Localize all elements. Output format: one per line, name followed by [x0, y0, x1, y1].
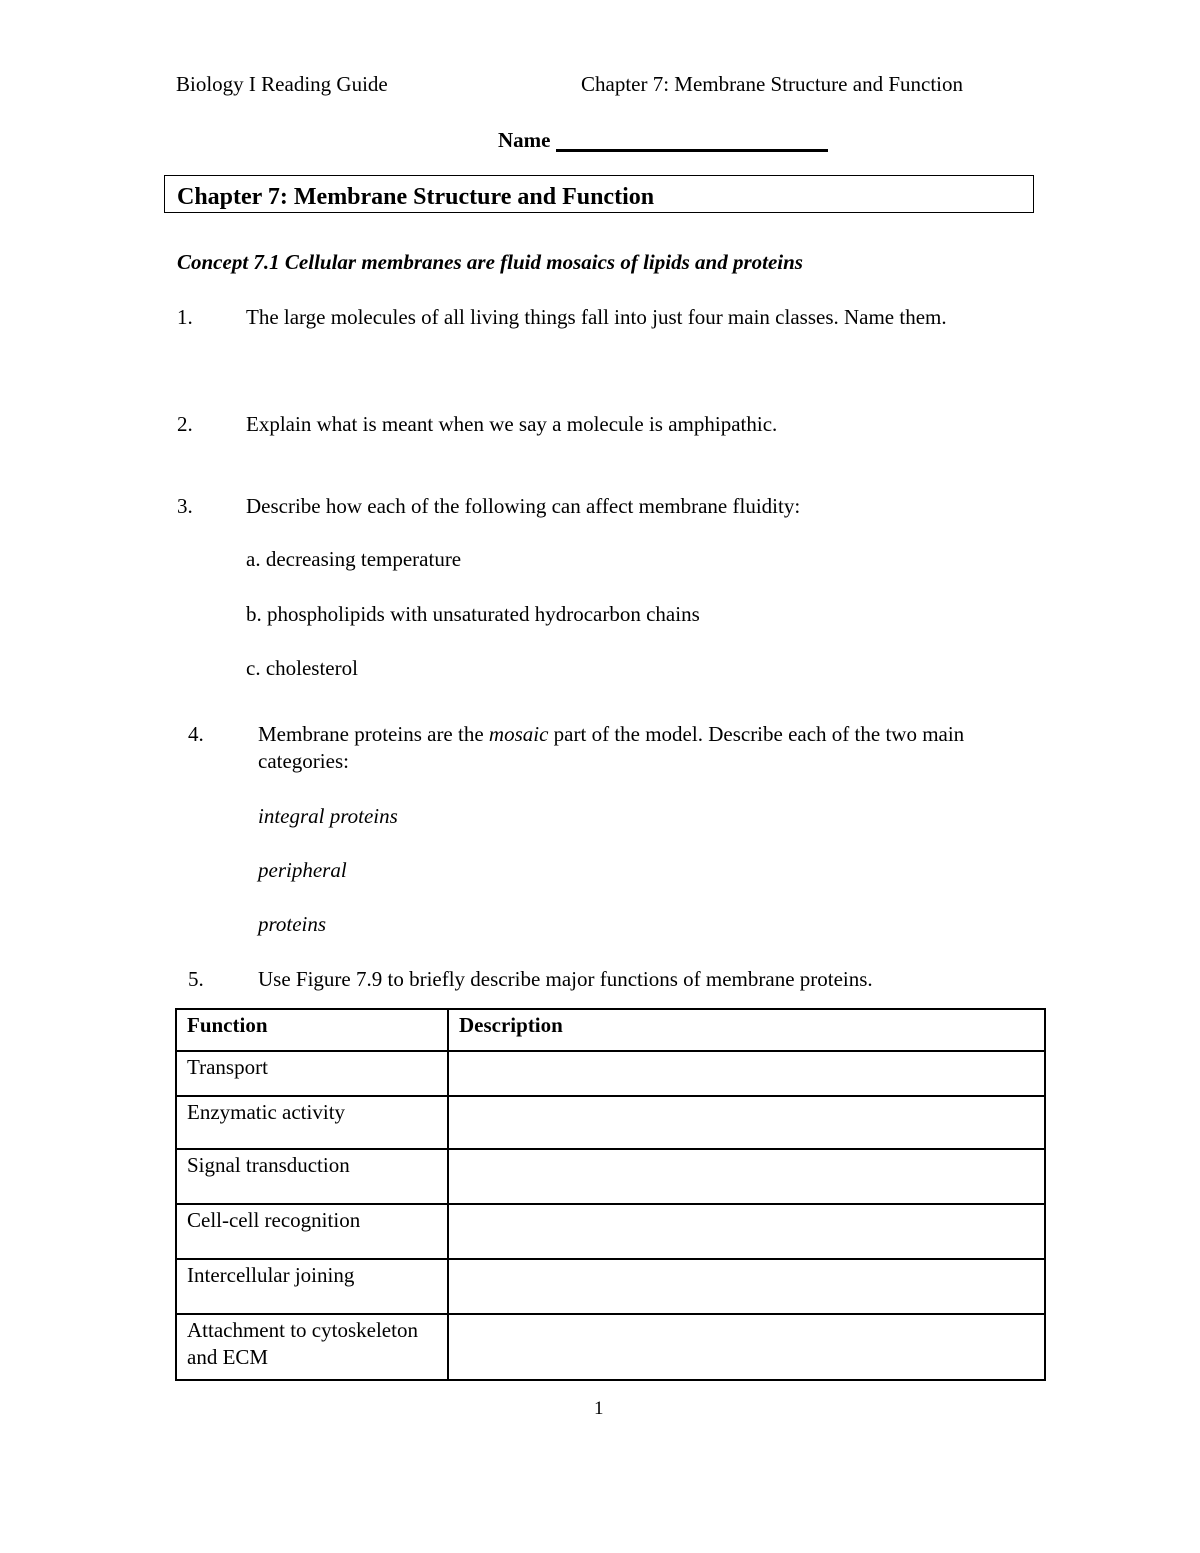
table-cell-function: Cell-cell recognition: [176, 1204, 448, 1259]
table-row: [176, 1149, 1045, 1204]
table-cell-description[interactable]: [448, 1204, 1045, 1259]
table-header-description: Description: [448, 1009, 1045, 1051]
question-3-item-a: a. decreasing temperature: [246, 547, 462, 571]
table-cell-description[interactable]: [448, 1259, 1045, 1314]
table-row: [176, 1259, 1045, 1314]
question-4-text-before: Membrane proteins are the: [258, 722, 489, 746]
concept-heading: Concept 7.1 Cellular membranes are fluid mosaics of lipids and proteins: [177, 250, 803, 274]
header-left: Biology I Reading Guide: [176, 72, 388, 96]
table-cell-function: Transport: [176, 1051, 448, 1096]
table-cell-description[interactable]: [448, 1314, 1045, 1380]
question-3-item-b: b. phospholipids with unsaturated hydrocarbon chains: [246, 602, 700, 626]
question-1-text: The large molecules of all living things fall into just four main classes. Name them.: [246, 305, 947, 329]
page-number: 1: [594, 1398, 604, 1419]
question-4-integral-proteins: integral proteins: [258, 804, 398, 828]
question-4-text-after: part of the model. Describe each of the two main categories:: [258, 722, 965, 773]
table-cell-function: Enzymatic activity: [176, 1096, 448, 1149]
question-3-item-c: c. cholesterol: [246, 656, 358, 680]
question-2-text: Explain what is meant when we say a molecule is amphipathic.: [246, 412, 778, 436]
membrane-protein-functions-table: [175, 1008, 1046, 1381]
table-header-row: [176, 1009, 1045, 1051]
question-5-text: Use Figure 7.9 to briefly describe major functions of membrane proteins.: [258, 967, 873, 991]
question-4-text-italic: mosaic: [488, 722, 549, 746]
table-cell-description[interactable]: [448, 1096, 1045, 1149]
name-blank-line[interactable]: [556, 149, 828, 152]
table-cell-function: Signal transduction: [176, 1149, 448, 1204]
page-title: Chapter 7: Membrane Structure and Function: [177, 184, 655, 210]
question-3-text: Describe how each of the following can affect membrane fluidity:: [246, 494, 801, 518]
question-5-number: 5.: [188, 967, 204, 991]
header-right: Chapter 7: Membrane Structure and Function: [581, 72, 963, 96]
table-row: [176, 1314, 1045, 1380]
table-row: [176, 1204, 1045, 1259]
question-3-number: 3.: [177, 494, 193, 518]
question-2-number: 2.: [177, 412, 193, 436]
question-4-peripheral: peripheral: [258, 858, 347, 882]
table-cell-description[interactable]: [448, 1149, 1045, 1204]
table-cell-function: Intercellular joining: [176, 1259, 448, 1314]
table-cell-description[interactable]: [448, 1051, 1045, 1096]
question-1-number: 1.: [177, 305, 193, 329]
table-cell-function: Attachment to cytoskeleton and ECM: [176, 1314, 448, 1380]
name-label: Name: [498, 128, 551, 152]
question-4-number: 4.: [188, 722, 204, 746]
table-header-function: Function: [176, 1009, 448, 1051]
table-row: [176, 1051, 1045, 1096]
table-row: [176, 1096, 1045, 1149]
question-4-text: [258, 721, 978, 775]
question-4-proteins: proteins: [258, 912, 327, 936]
